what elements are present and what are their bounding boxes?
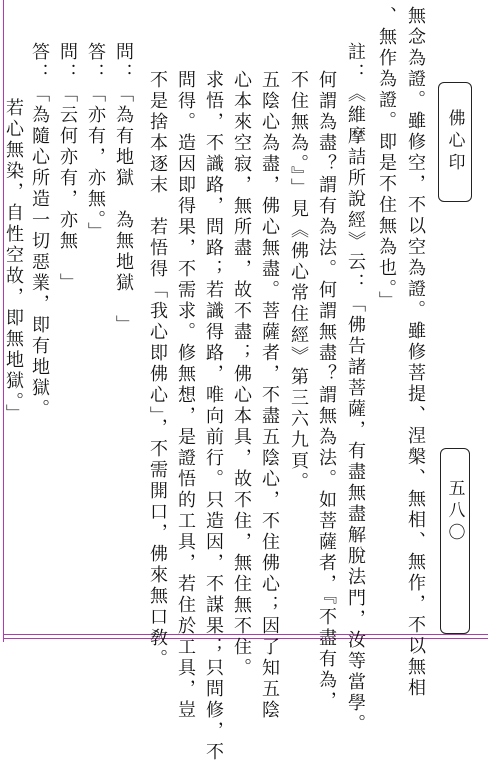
text-line-7: 心本來空寂，無所盡，故不盡；佛心本具，故不住，無住無不住。 [231,70,252,679]
text-line-9: 問得。造因即得果，不需求。修無想，是證悟的工具，若住於工具，豈 [175,70,196,721]
text-line-11: 問：「為有地獄 為無地獄 」 [113,42,134,336]
text-line-13: 問：「云何亦有，亦無 」 [57,42,78,294]
book-title: 佛心印 [444,109,465,175]
text-line-3: 註：《維摩詰所說經》云：「佛告諸菩薩，有盡無盡解脫法門，汝等當學。 [345,42,366,735]
text-line-2: 、無作為證。即是不住無為也。」 [376,6,397,312]
text-line-4: 何謂為盡？謂有為法。何謂無盡？謂無為法。如菩薩者，『不盡有為， [316,70,337,712]
text-line-12: 答：「亦有，亦無。」 [85,42,106,243]
page-number: 五八〇 [444,479,465,545]
text-line-14: 答：「為隨心所造一切惡業，即有地獄。 [29,42,50,420]
text-line-10: 不是捨本逐末 若悟得「我心即佛心」，不需開口，佛來無口敎。 [147,70,168,670]
page-number-tab [440,448,470,634]
text-line-5: 不住無為。』」見《佛心常住經》第三六九頁。 [288,70,309,493]
book-title-tab [438,82,472,202]
text-line-6: 五陰心為盡，佛心無盡。菩薩者，不盡五陰心，不住佛心；因了知五陰 [259,70,280,721]
text-line-8: 求悟，不識路，問路；若識得路，唯向前行。只造因，不謀果；只問修，不 [203,70,224,763]
text-line-15: 若心無染，自性空故，即無地獄。」 [3,98,24,425]
text-line-1: 無念為證。雖修空，不以空為證。雖修菩提、涅槃、無相、無作，不以無相 [405,6,426,699]
